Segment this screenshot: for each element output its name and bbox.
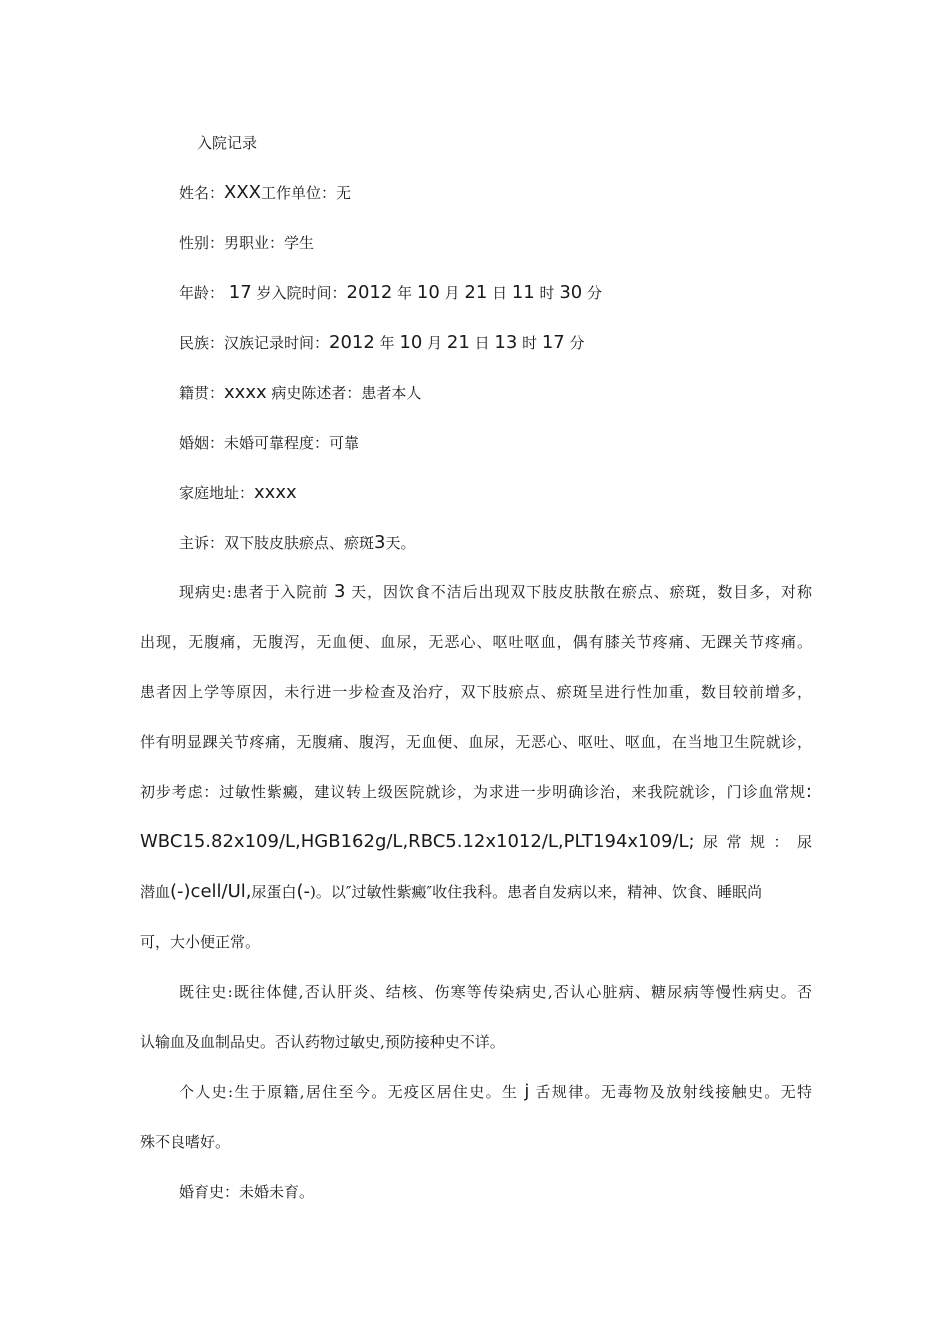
minute-unit: 分 bbox=[569, 334, 585, 352]
age-line bbox=[179, 283, 602, 303]
present-illness-text: 天，因饮食不洁后出现双下肢皮肤散在瘀点、瘀斑，数目多，对称 bbox=[351, 583, 812, 601]
complaint-suffix: 天。 bbox=[385, 534, 416, 552]
present-illness-line-4: 伴有明显踝关节疼痛，无腹痛、腹泻，无血便、血尿，无恶心、呕吐、呕血，在当地卫生院就诊， bbox=[140, 733, 812, 751]
record-month: 10 bbox=[399, 332, 423, 353]
present-illness-line-7 bbox=[140, 882, 762, 902]
present-illness-line-3: 患者因上学等原因，未行进一步检查及治疗，双下肢瘀点、瘀斑呈进行性加重，数目较前增多， bbox=[140, 683, 812, 701]
urine-protein-result: (- bbox=[296, 881, 311, 902]
present-illness-line-5 bbox=[140, 782, 812, 802]
native-place-value: xxxx bbox=[224, 382, 267, 403]
address-value: xxxx bbox=[254, 482, 297, 503]
marital-history: 婚育史：未婚未育。 bbox=[179, 1183, 315, 1201]
present-illness-line-6 bbox=[140, 832, 812, 852]
personal-history-line-2: 殊不良嗜好。 bbox=[140, 1133, 231, 1151]
ethnicity-line bbox=[179, 333, 585, 353]
month-unit: 月 bbox=[444, 284, 460, 302]
address-label: 家庭地址： bbox=[179, 484, 255, 502]
record-hour: 13 bbox=[494, 332, 518, 353]
native-place-label: 籍贯： bbox=[179, 384, 225, 402]
complaint-text: 主诉：双下肢皮肤瘀点、瘀斑 bbox=[179, 534, 375, 552]
occult-blood-result: (-)cell/Ul, bbox=[170, 881, 252, 902]
admit-hour: 11 bbox=[511, 282, 535, 303]
year-unit: 年 bbox=[379, 334, 395, 352]
present-illness-line-2: 出现，无腹痛，无腹泻，无血便、血尿，无恶心、呕吐呕血，偶有膝关节疼痛、无踝关节疼痛。 bbox=[140, 633, 812, 651]
address-line bbox=[179, 483, 297, 503]
name-value: XXX bbox=[224, 182, 262, 203]
hour-unit: 时 bbox=[539, 284, 555, 302]
present-illness-text: 初步考虑：过敏性紫癜，建议转上级医院就诊，为求进一步明确诊治，来我院就诊，门诊血常规 bbox=[140, 783, 806, 801]
present-illness-text: )。以″过敏性紫癜″收住我科。患者自发病以来，精神、饮食、睡眠尚 bbox=[310, 883, 763, 901]
admit-time-label: 岁入院时间： bbox=[256, 284, 347, 302]
day-unit: 日 bbox=[474, 334, 490, 352]
year-unit: 年 bbox=[397, 284, 413, 302]
hour-unit: 时 bbox=[522, 334, 538, 352]
colon: : bbox=[805, 781, 812, 802]
work-unit: 工作单位：无 bbox=[261, 184, 352, 202]
admit-day: 21 bbox=[464, 282, 488, 303]
chief-complaint bbox=[179, 533, 415, 553]
admit-year: 2012 bbox=[346, 282, 393, 303]
document-title: 入院记录 bbox=[197, 134, 258, 152]
personal-history-text: 个人史:生于原籍,居住至今。无疫区居住史。生 bbox=[179, 1083, 519, 1101]
present-illness-line-1 bbox=[179, 582, 812, 602]
urine-protein-label: 尿蛋白 bbox=[251, 883, 297, 901]
past-history-line-2: 认输血及血制品史。否认药物过敏史,预防接种史不详。 bbox=[140, 1033, 505, 1051]
occult-blood-label: 潜血 bbox=[140, 883, 171, 901]
urine-routine-label: 尿常规：尿 bbox=[694, 833, 812, 851]
record-minute: 17 bbox=[541, 332, 565, 353]
record-day: 21 bbox=[446, 332, 470, 353]
ethnicity-record-label: 民族：汉族记录时间： bbox=[179, 334, 330, 352]
month-unit: 月 bbox=[427, 334, 443, 352]
marriage-line: 婚姻：未婚可靠程度：可靠 bbox=[179, 434, 360, 452]
complaint-days: 3 bbox=[374, 532, 386, 553]
minute-unit: 分 bbox=[587, 284, 603, 302]
age-label: 年龄： bbox=[179, 284, 225, 302]
name-line bbox=[179, 183, 351, 203]
native-place-line bbox=[179, 383, 421, 403]
day-unit: 日 bbox=[492, 284, 508, 302]
age-value: 17 bbox=[228, 282, 252, 303]
past-history-line-1: 既往史:既往体健,否认肝炎、结核、伤寒等传染病史,否认心脏病、糖尿病等慢性病史。否 bbox=[179, 983, 812, 1001]
name-label: 姓名： bbox=[179, 184, 225, 202]
admit-month: 10 bbox=[416, 282, 440, 303]
record-year: 2012 bbox=[329, 332, 375, 353]
present-illness-line-8: 可，大小便正常。 bbox=[140, 933, 261, 951]
personal-history-j: j bbox=[524, 1081, 530, 1102]
blood-routine-results: WBC15.82x109/L,HGB162g/L,RBC5.12x1012/L,PLT194x109/L; bbox=[140, 831, 695, 852]
personal-history-line-1 bbox=[179, 1082, 812, 1102]
narrator: 病史陈述者：患者本人 bbox=[271, 384, 422, 402]
present-illness-days: 3 bbox=[333, 581, 346, 602]
present-illness-text: 现病史:患者于入院前 bbox=[179, 583, 329, 601]
personal-history-text: 舌规律。无毒物及放射线接触史。无特 bbox=[535, 1083, 812, 1101]
admit-minute: 30 bbox=[559, 282, 583, 303]
gender-line: 性别：男职业：学生 bbox=[179, 234, 315, 252]
